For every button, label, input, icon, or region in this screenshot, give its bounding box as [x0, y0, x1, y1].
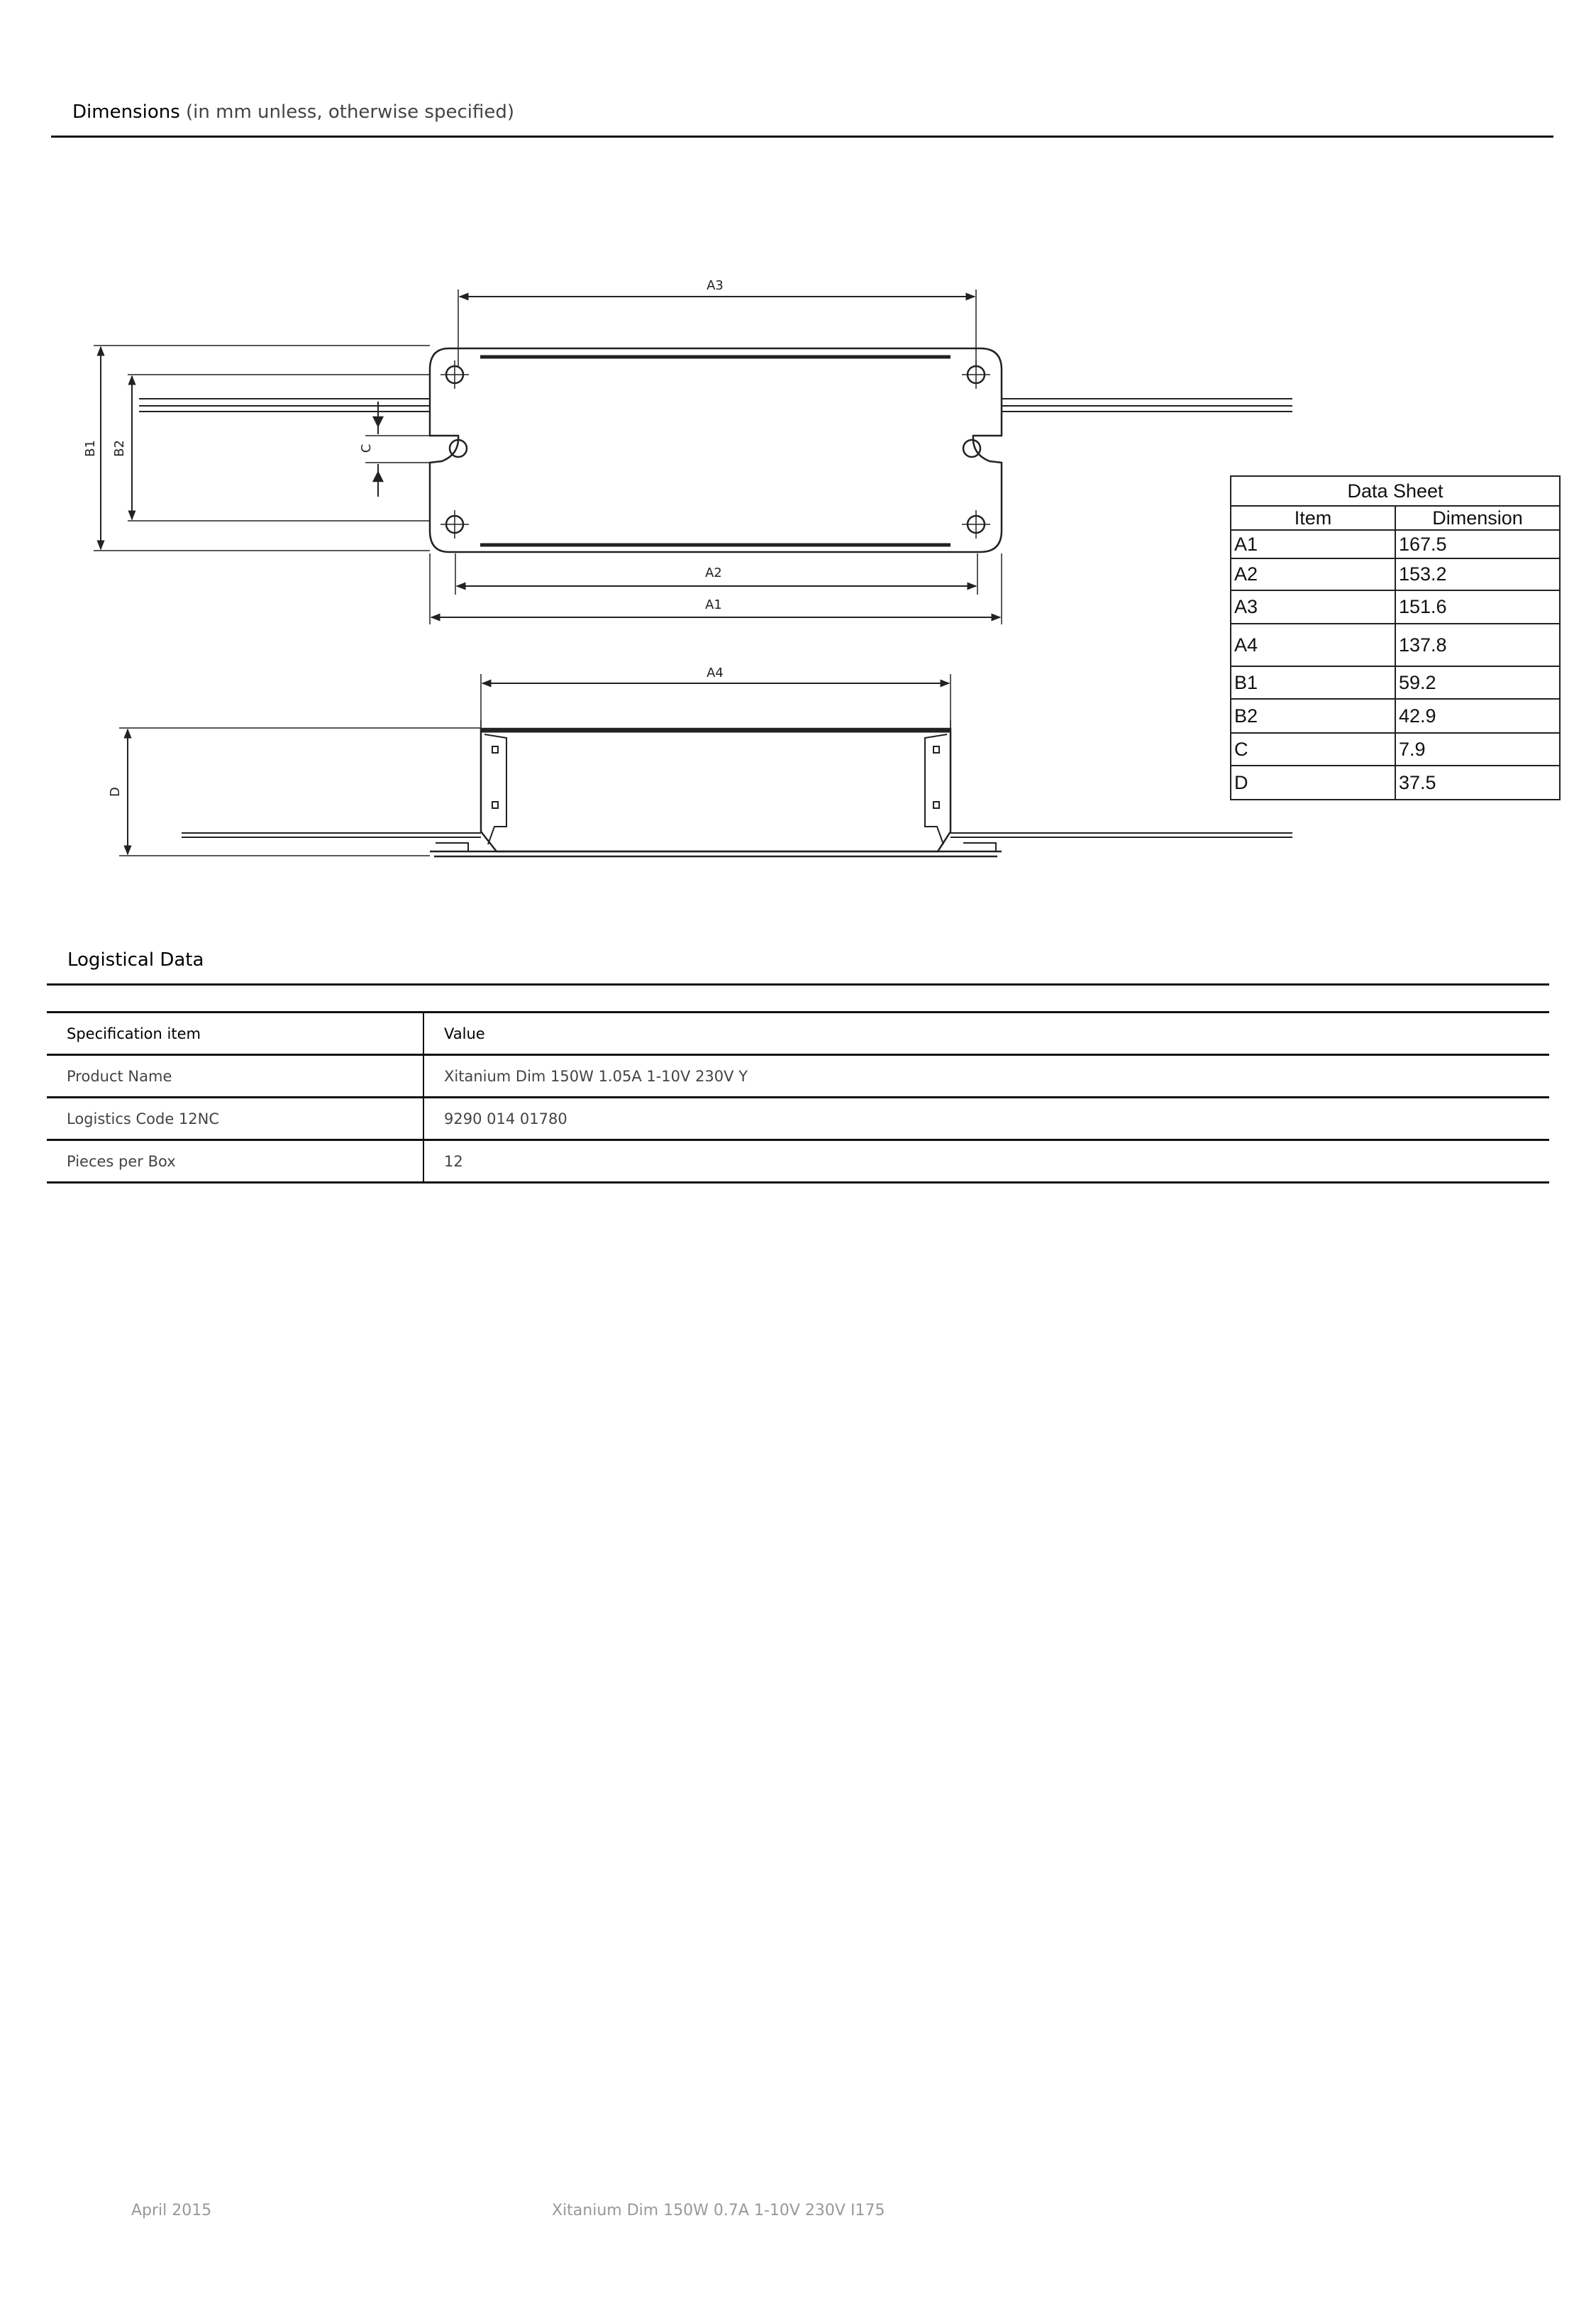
data-sheet-value: 153.2 [1395, 558, 1560, 590]
spec-item: Pieces per Box [47, 1140, 423, 1183]
label-a3: A3 [706, 278, 724, 293]
dimensions-subtitle: (in mm unless, otherwise specified) [186, 101, 514, 123]
data-sheet-value: 7.9 [1395, 733, 1560, 766]
label-b2: B2 [112, 440, 127, 457]
data-sheet-item: B1 [1231, 666, 1395, 699]
housing-top-outline [430, 348, 1002, 552]
table-row [47, 1055, 1549, 1098]
table-header-row [47, 1013, 1549, 1055]
footer-date: April 2015 [131, 2202, 212, 2219]
bracket-left [484, 734, 506, 844]
spec-item: Product Name [47, 1055, 423, 1098]
data-sheet-value: 137.8 [1395, 624, 1560, 666]
logistics-table [47, 1011, 1549, 1184]
data-sheet-item: D [1231, 766, 1395, 800]
data-sheet-row [1231, 699, 1560, 733]
header-value: Value [423, 1013, 1549, 1055]
wire-left [139, 399, 430, 412]
spec-item: Logistics Code 12NC [47, 1098, 423, 1140]
data-sheet-row [1231, 733, 1560, 766]
spec-value: 9290 014 01780 [423, 1098, 1549, 1140]
data-sheet-col-dimension: Dimension [1395, 506, 1560, 530]
spec-value: Xitanium Dim 150W 1.05A 1-10V 230V Y [423, 1055, 1549, 1098]
logistics-rule [47, 983, 1549, 986]
data-sheet-value: 167.5 [1395, 530, 1560, 558]
spec-value: 12 [423, 1140, 1549, 1183]
data-sheet-row [1231, 530, 1560, 558]
data-sheet-item: A4 [1231, 624, 1395, 666]
data-sheet-value: 151.6 [1395, 590, 1560, 624]
data-sheet-table [1230, 475, 1561, 800]
dimensions-title: Dimensions [72, 101, 180, 123]
wire-right [1002, 399, 1292, 412]
bracket-right [925, 734, 947, 844]
mounting-hole [963, 440, 980, 457]
data-sheet-value: 59.2 [1395, 666, 1560, 699]
label-a2: A2 [705, 566, 722, 580]
data-sheet-row [1231, 590, 1560, 624]
header-spec-item: Specification item [47, 1013, 423, 1055]
label-b1: B1 [83, 440, 98, 457]
label-c: C [359, 443, 374, 453]
table-row [47, 1140, 1549, 1183]
data-sheet-item: A3 [1231, 590, 1395, 624]
data-sheet-value: 37.5 [1395, 766, 1560, 800]
data-sheet-item: A2 [1231, 558, 1395, 590]
data-sheet-item: C [1231, 733, 1395, 766]
logistics-title: Logistical Data [67, 949, 204, 971]
data-sheet-item: A1 [1231, 530, 1395, 558]
data-sheet-item: B2 [1231, 699, 1395, 733]
data-sheet-col-item: Item [1231, 506, 1395, 530]
label-d: D [108, 787, 123, 797]
table-row [47, 1098, 1549, 1140]
data-sheet-title: Data Sheet [1231, 476, 1560, 506]
data-sheet-value: 42.9 [1395, 699, 1560, 733]
data-sheet-row [1231, 558, 1560, 590]
base-plate [430, 851, 1002, 856]
housing-top-inner [480, 357, 951, 545]
label-a1: A1 [705, 597, 722, 612]
data-sheet-row [1231, 766, 1560, 800]
wire-side-left [182, 833, 481, 837]
footer-product: Xitanium Dim 150W 0.7A 1-10V 230V I175 [552, 2202, 885, 2219]
wire-side-right [951, 833, 1292, 837]
label-a4: A4 [706, 666, 724, 680]
housing-side-outline [481, 729, 951, 851]
data-sheet-row [1231, 624, 1560, 666]
data-sheet-row [1231, 666, 1560, 699]
